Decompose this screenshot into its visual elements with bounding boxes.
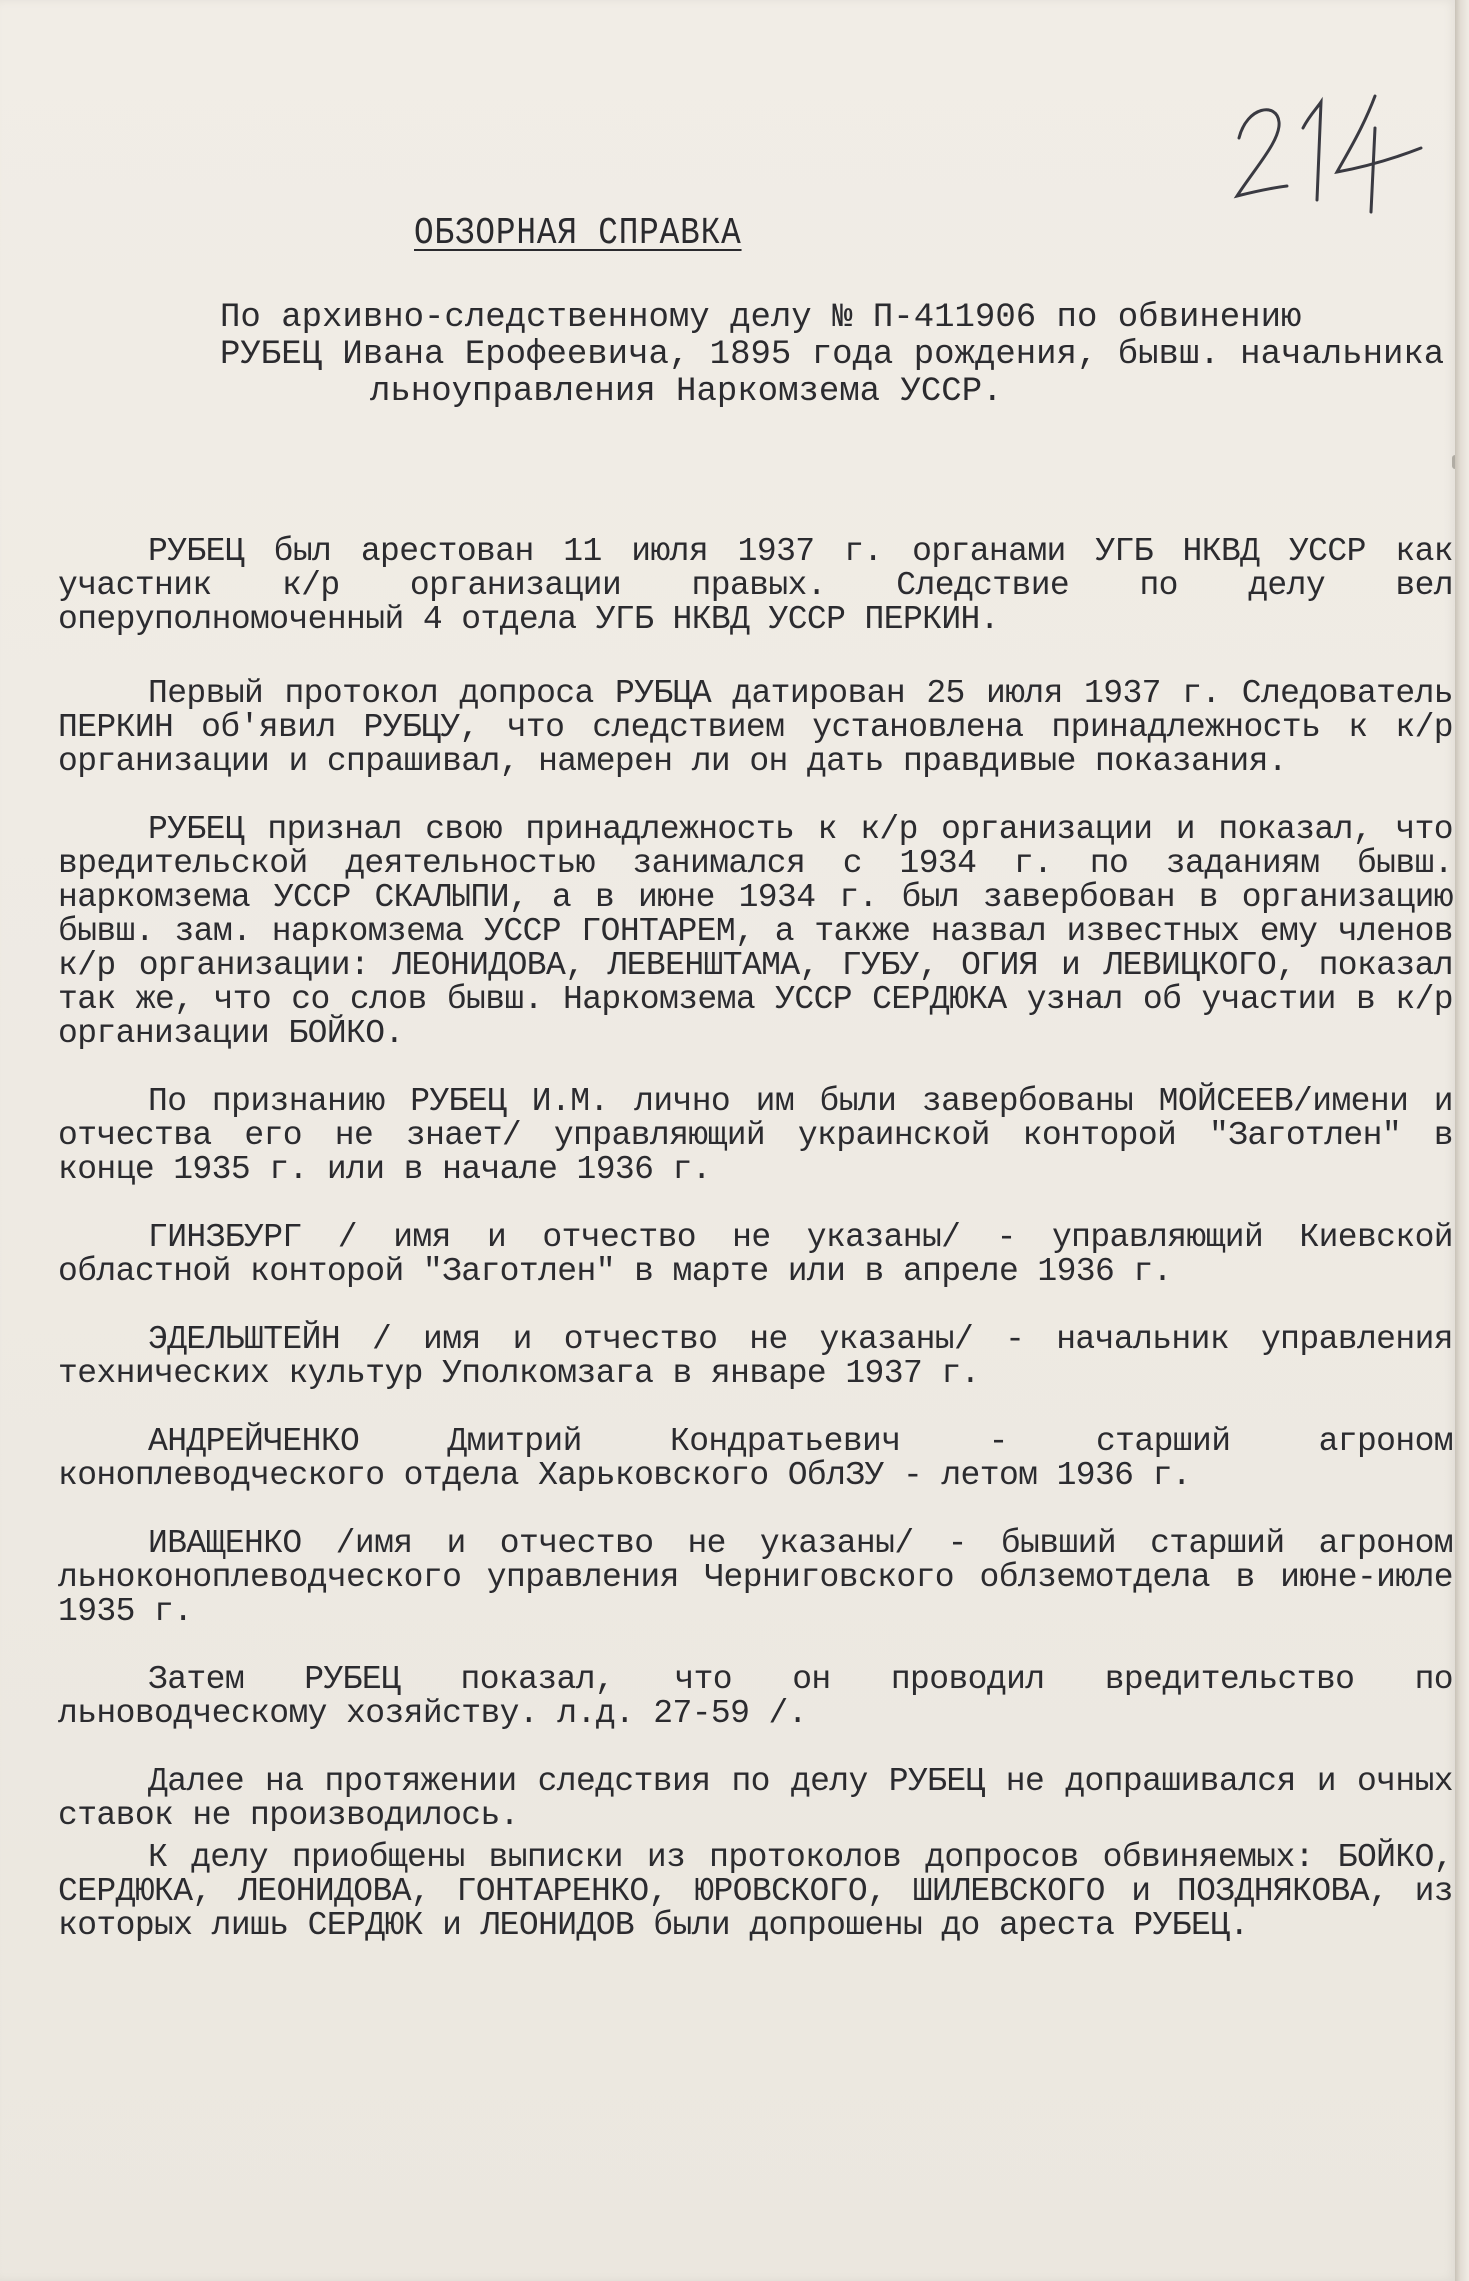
paragraph-recruited-ginzburg: ГИНЗБУРГ / имя и отчество не указаны/ - управляющий Киевской областной конторой "Заготлен" в марте или в апреле 1936 г.: [58, 1219, 1453, 1290]
document-title: ОБЗОРНАЯ СПРАВКА: [414, 212, 742, 255]
paragraph-recruited-edelshtein: ЭДЕЛЬШТЕЙН / имя и отчество не указаны/ - начальник управления технических культур Уполкомзага в январе 1937 г.: [58, 1321, 1453, 1392]
paragraph-recruited-ivashchenko: ИВАЩЕНКО /имя и отчество не указаны/ - бывший старший агроном льноконоплеводческого управления Черниговского облземотдела в июне-июле 1935 г.: [58, 1525, 1453, 1630]
paragraph-sabotage: Затем РУБЕЦ показал, что он проводил вредительство по льноводческому хозяйству. л.д. 27-59 /.: [58, 1661, 1453, 1732]
document-body: [58, 535, 1453, 1977]
paragraph-recruited-andreichenko: АНДРЕЙЧЕНКО Дмитрий Кондратьевич - старший агроном коноплеводческого отдела Харьковского ОблЗУ - летом 1936 г.: [58, 1423, 1453, 1494]
subject-line-1: По архивно-следственному делу № П-411906 по обвинению: [220, 299, 1302, 337]
paragraph-no-further-interrogation: Далее на протяжении следствия по делу РУБЕЦ не допрашивался и очных ставок не производилось.: [58, 1763, 1453, 1834]
subject-line-3: льноуправления Наркомзема УССР.: [370, 373, 1003, 411]
handwritten-number-drawing: [1225, 88, 1425, 218]
page-edge: [1455, 0, 1469, 2281]
paragraph-recruited-moiseev: По признанию РУБЕЦ И.М. лично им были завербованы МОЙСЕЕВ/имени и отчества его не знает/ управляющий украинской конторой "Заготлен" в конце 1935 г. или в начале 1936 г.: [58, 1083, 1453, 1188]
subject-line-2: РУБЕЦ Ивана Ерофеевича, 1895 года рождения, бывш. начальника: [220, 336, 1445, 374]
handwritten-page-number: [1225, 88, 1425, 218]
paragraph-first-interrogation: Первый протокол допроса РУБЦА датирован 25 июля 1937 г. Следователь ПЕРКИН об'явил РУБЦУ, что следствием установлена принадлежность к к/р организации и спрашивал, намерен ли он дать правдивые показания.: [58, 675, 1453, 780]
document-subject: [220, 299, 1445, 411]
paragraph-confession: РУБЕЦ признал свою принадлежность к к/р организации и показал, что вредительской деятельностью занимался с 1934 г. по заданиям бывш. наркомзема УССР СКАЛЫПИ, а в июне 1934 г. был завербован в организацию бывш. зам. наркомзема УССР ГОНТАРЕМ, а также назвал известных ему членов к/р организации: ЛЕОНИДОВА, ЛЕВЕНШТАМА, ГУБУ, ОГИЯ и ЛЕВИЦКОГО, показал так же, что со слов бывш. Наркомзема УССР СЕРДЮКА узнал об участии в к/р организации БОЙКО.: [58, 811, 1453, 1052]
paragraph-arrest: РУБЕЦ был арестован 11 июля 1937 г. органами УГБ НКВД УССР как участник к/р организации правых. Следствие по делу вел оперуполномоченный 4 отдела УГБ НКВД УССР ПЕРКИН.: [58, 533, 1453, 638]
paragraph-attached-extracts: К делу приобщены выписки из протоколов допросов обвиняемых: БОЙКО, СЕРДЮКА, ЛЕОНИДОВА, ГОНТАРЕНКО, ЮРОВСКОГО, ШИЛЕВСКОГО и ПОЗДНЯКОВА, из которых лишь СЕРДЮК и ЛЕОНИДОВ были допрошены до ареста РУБЕЦ.: [58, 1839, 1453, 1944]
